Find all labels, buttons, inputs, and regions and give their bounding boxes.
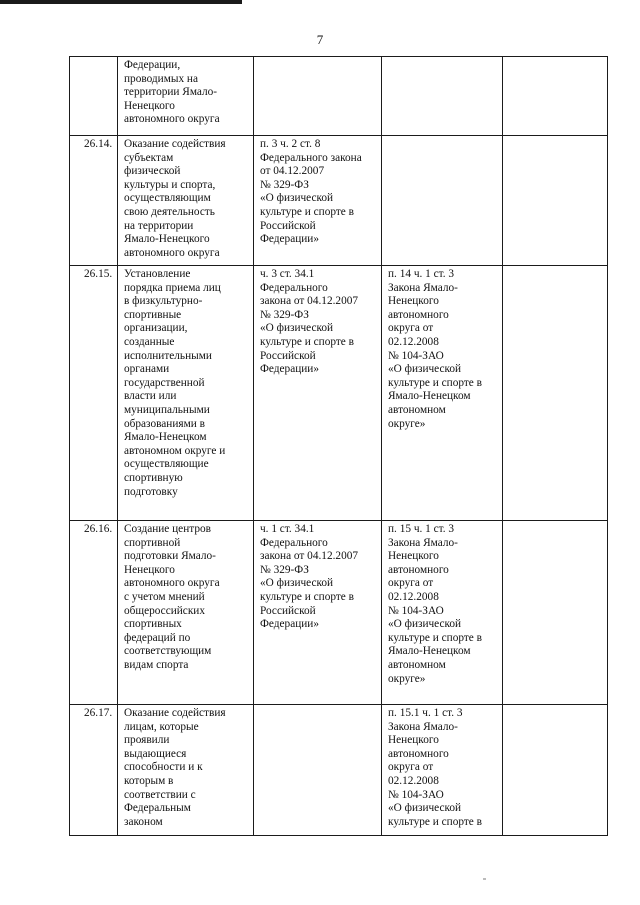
regional-law-reference: п. 15 ч. 1 ст. 3 Закона Ямало- Ненецкого автономного округа от 02.12.2008 № 104-ЗАО «О физической культуре и спорте в Ямало-Ненецком автономном округе» [382,521,503,705]
power-description: Федерации, проводимых на территории Ямало- Ненецкого автономного округа [118,57,254,136]
power-description: Оказание содействия субъектам физической культуры и спорта, осуществляющим свою деятельность на территории Ямало-Ненецкого автономного округа [118,136,254,266]
notes-cell [503,705,608,836]
table-row [70,136,608,266]
notes-cell [503,136,608,266]
regional-law-reference: п. 15.1 ч. 1 ст. 3 Закона Ямало- Ненецкого автономного округа от 02.12.2008 № 104-ЗАО «О физической культуре и спорте в [382,705,503,836]
regional-law-reference [382,57,503,136]
table-row [70,266,608,521]
table-row [70,57,608,136]
power-description: Создание центров спортивной подготовки Ямало- Ненецкого автономного округа с учетом мнений общероссийских спортивных федераций по соответствующим видам спорта [118,521,254,705]
authority-table [69,56,608,836]
power-description: Установление порядка приема лиц в физкультурно- спортивные организации, созданные исполнительными органами государственной власти или муниципальными образованиями в Ямало-Ненецком автономном округе и осуществляющие спортивную подготовку [118,266,254,521]
federal-law-reference: п. 3 ч. 2 ст. 8 Федерального закона от 04.12.2007 № 329-ФЗ «О физической культуре и спорте в Российской Федерации» [254,136,382,266]
row-number: 26.16. [70,521,118,705]
federal-law-reference: ч. 1 ст. 34.1 Федерального закона от 04.12.2007 № 329-ФЗ «О физической культуре и спорте в Российской Федерации» [254,521,382,705]
federal-law-reference: ч. 3 ст. 34.1 Федерального закона от 04.12.2007 № 329-ФЗ «О физической культуре и спорте в Российской Федерации» [254,266,382,521]
notes-cell [503,521,608,705]
scan-speck [483,878,486,880]
row-number: 26.17. [70,705,118,836]
regional-law-reference [382,136,503,266]
scan-edge-mark [0,0,242,4]
notes-cell [503,57,608,136]
federal-law-reference [254,705,382,836]
federal-law-reference [254,57,382,136]
power-description: Оказание содействия лицам, которые проявили выдающиеся способности и к которым в соответствии с Федеральным законом [118,705,254,836]
table-row [70,705,608,836]
page-number: 7 [316,32,324,47]
regional-law-reference: п. 14 ч. 1 ст. 3 Закона Ямало- Ненецкого автономного округа от 02.12.2008 № 104-ЗАО «О физической культуре и спорте в Ямало-Ненецком автономном округе» [382,266,503,521]
row-number [70,57,118,136]
notes-cell [503,266,608,521]
table-row [70,521,608,705]
row-number: 26.14. [70,136,118,266]
row-number: 26.15. [70,266,118,521]
